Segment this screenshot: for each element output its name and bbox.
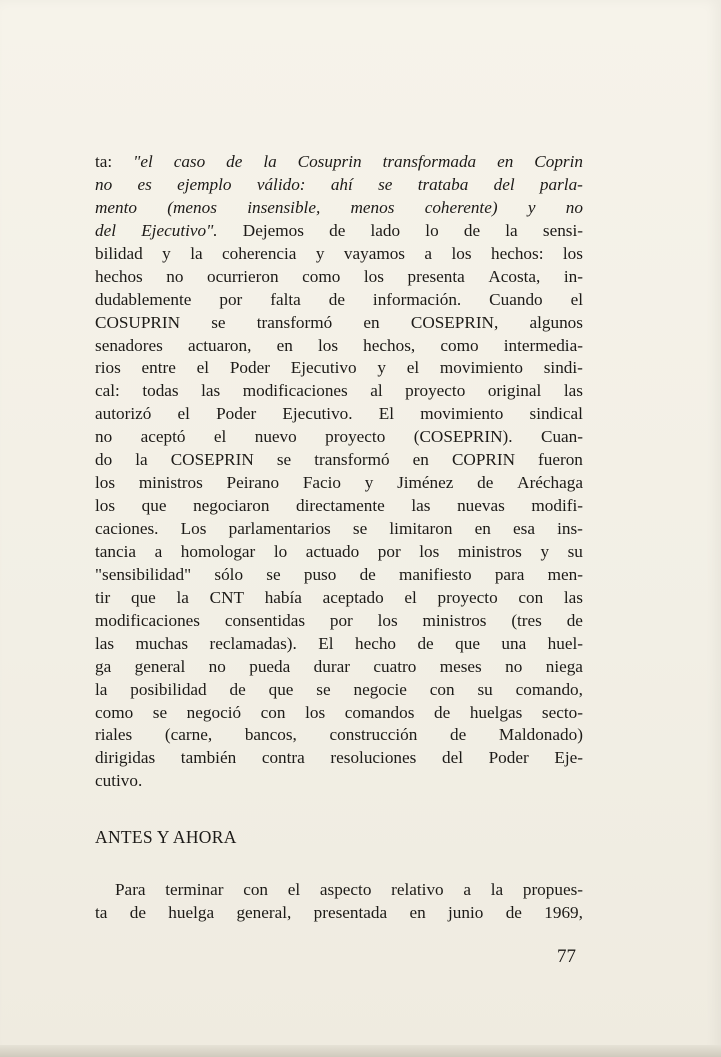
section-heading: ANTES Y AHORA — [95, 827, 237, 847]
text-line: mento (menos insensible, menos coherente) y no — [95, 197, 583, 217]
text-line: dudablemente por falta de información. Cuando el — [95, 289, 583, 309]
text-line: tancia a homologar lo actuado por los ministros y su — [95, 541, 583, 561]
text-line: los ministros Peirano Facio y Jiménez de Aréchaga — [95, 473, 583, 493]
text-line: "sensibilidad" sólo se puso de manifiesto para men- — [95, 564, 583, 584]
text-line: ga general no pueda durar cuatro meses no niega — [95, 656, 583, 676]
text-line: ta: "el caso de la Cosuprin transformada en Coprin — [95, 152, 583, 171]
text-line: no es ejemplo válido: ahí se trataba del parla- — [95, 174, 583, 194]
text-line: no aceptó el nuevo proyecto (COSEPRIN). Cuan- — [95, 427, 583, 447]
text-line: los que negociaron directamente las nuevas modifi- — [95, 496, 583, 516]
text-line: rios entre el Poder Ejecutivo y el movimiento sindi- — [95, 358, 583, 378]
text-line: las muchas reclamadas). El hecho de que una huel- — [95, 633, 583, 653]
text-line: senadores actuaron, en los hechos, como intermedia- — [95, 335, 583, 355]
closing-paragraph — [95, 878, 583, 924]
text-line: dirigidas también contra resoluciones del Poder Eje- — [95, 748, 583, 768]
text-line: COSUPRIN se transformó en COSEPRIN, algunos — [95, 312, 583, 332]
text-line: cal: todas las modificaciones al proyecto original las — [95, 381, 583, 401]
text-line: riales (carne, bancos, construcción de Maldonado) — [95, 725, 583, 745]
text-line: caciones. Los parlamentarios se limitaron en esa ins- — [95, 519, 583, 538]
text-line: hechos no ocurrieron como los presenta Acosta, in- — [95, 266, 583, 286]
page-number: 77 — [557, 946, 576, 967]
text-line: del Ejecutivo". Dejemos de lado lo de la sensi- — [95, 220, 583, 240]
page-bottom-edge — [0, 1045, 721, 1057]
text-line: modificaciones consentidas por los ministros (tres de — [95, 610, 583, 630]
text-line: ta de huelga general, presentada en junio de 1969, — [95, 902, 583, 922]
main-paragraph — [95, 151, 583, 793]
text-line: do la COSEPRIN se transformó en COPRIN fueron — [95, 450, 583, 470]
text-line: como se negoció con los comandos de huelgas secto- — [95, 702, 583, 722]
text-line: bilidad y la coherencia y vayamos a los hechos: los — [95, 243, 583, 263]
text-line: autorizó el Poder Ejecutivo. El movimiento sindical — [95, 404, 583, 424]
text-line: tir que la CNT había aceptado el proyecto con las — [95, 587, 583, 607]
text-line: Para terminar con el aspecto relativo a la propues- — [115, 880, 583, 899]
text-line: cutivo. — [95, 771, 143, 791]
text-line: la posibilidad de que se negocie con su comando, — [95, 679, 583, 699]
